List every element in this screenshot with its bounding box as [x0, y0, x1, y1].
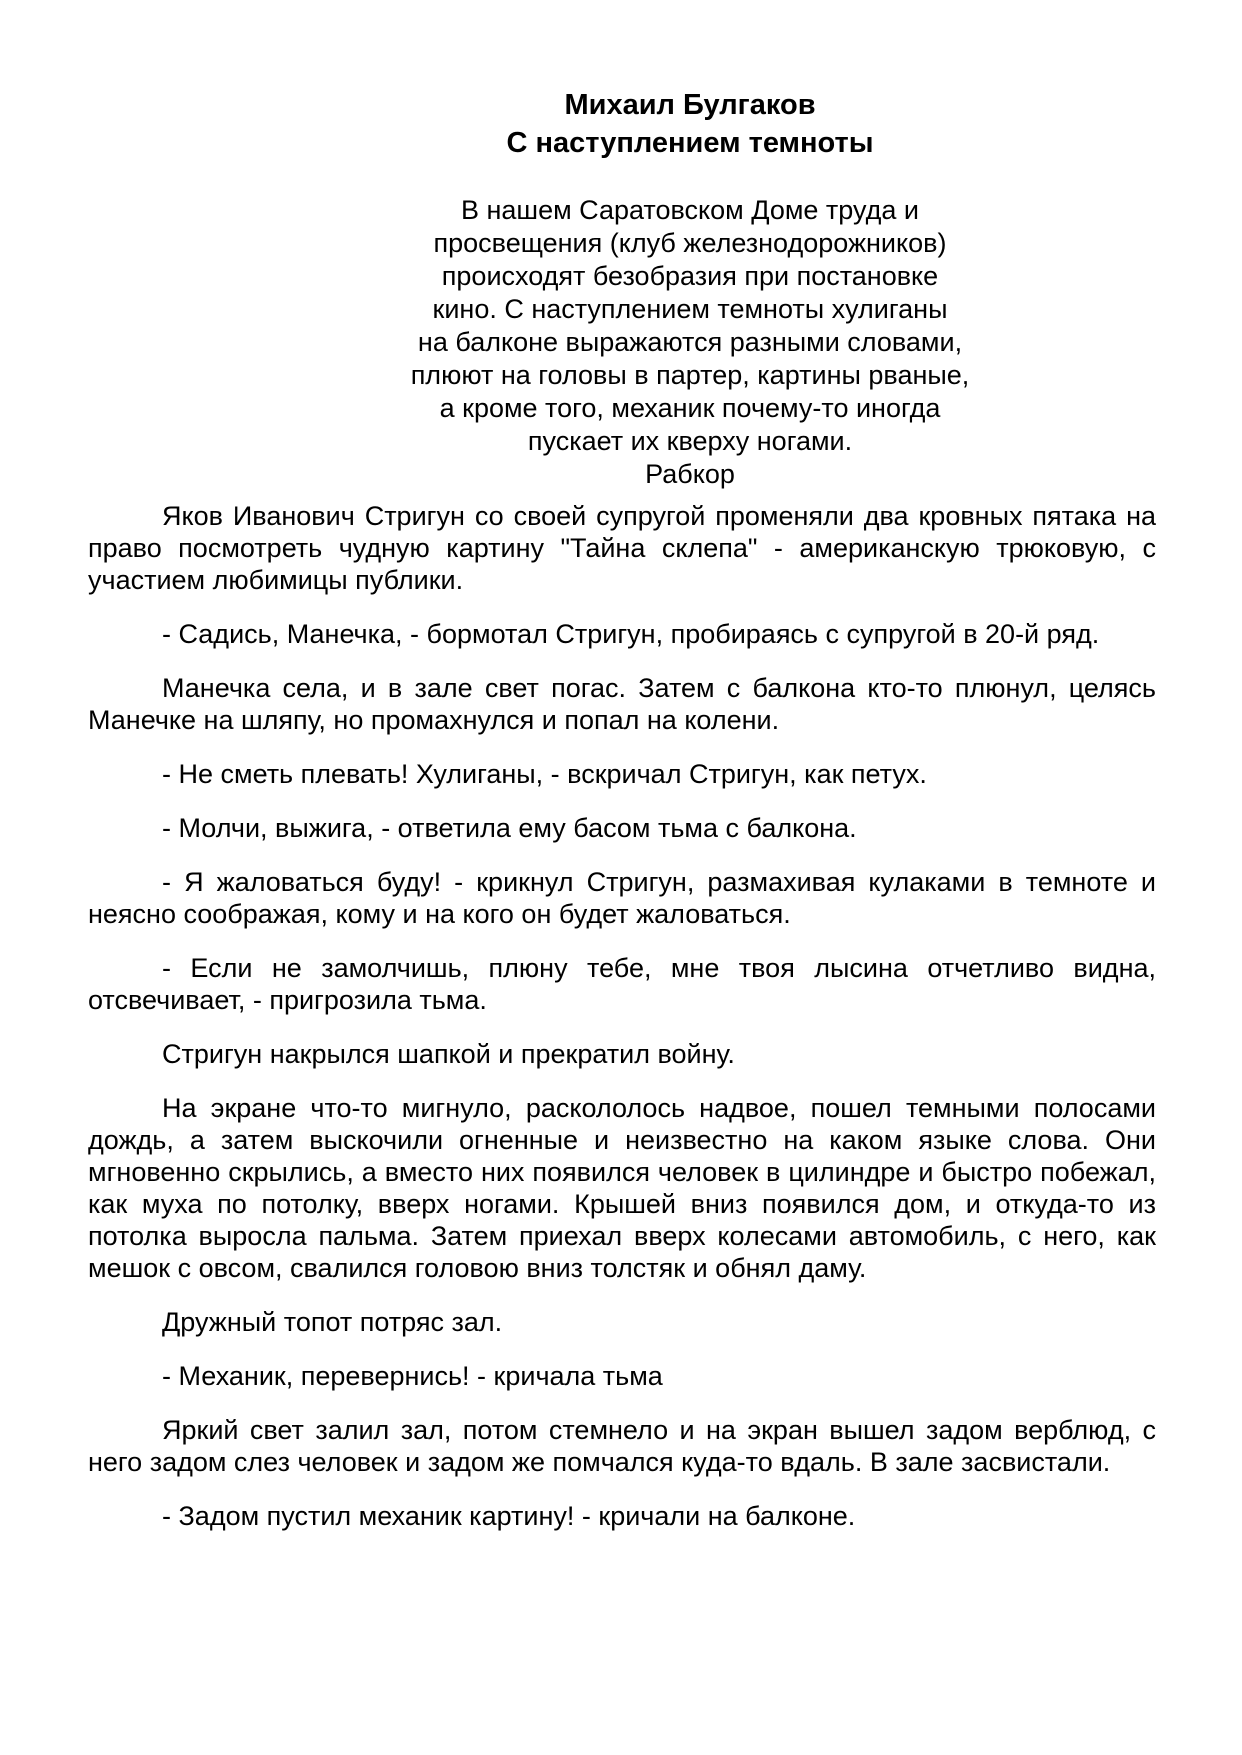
paragraph: Яков Иванович Стригун со своей супругой променяли два кровных пятака на право посмотреть чудную картину "Тайна склепа" - американскую трюковую, с участием любимицы публики.: [88, 501, 1156, 595]
epigraph-line: а кроме того, механик почему-то иногда: [439, 393, 941, 423]
paragraph: - Я жаловаться буду! - крикнул Стригун, размахивая кулаками в темноте и неясно соображая, кому и на кого он будет жаловаться.: [88, 867, 1156, 929]
paragraph: - Молчи, выжига, - ответила ему басом тьма с балкона.: [162, 813, 857, 843]
epigraph: [380, 194, 1000, 491]
paragraph: - Если не замолчишь, плюну тебе, мне твоя лысина отчетливо видна, отсвечивает, - пригрозила тьма.: [88, 953, 1156, 1015]
paragraph: Стригун накрылся шапкой и прекратил войну.: [162, 1039, 735, 1069]
epigraph-line: просвещения (клуб железнодорожников): [433, 228, 947, 258]
epigraph-line: В нашем Саратовском Доме труда и: [461, 195, 919, 225]
epigraph-line: кино. С наступлением темноты хулиганы: [432, 294, 948, 324]
story-title: С наступлением темноты: [506, 127, 874, 159]
paragraph: Дружный топот потряс зал.: [162, 1307, 503, 1337]
paragraph: Манечка села, и в зале свет погас. Затем с балкона кто-то плюнул, целясь Манечке на шляпу, но промахнулся и попал на колени.: [88, 673, 1156, 735]
document-header: [390, 86, 990, 162]
paragraph: - Задом пустил механик картину! - кричали на балконе.: [162, 1501, 856, 1531]
epigraph-line: плюют на головы в партер, картины рваные,: [410, 360, 970, 390]
story-body: [88, 500, 1156, 1554]
epigraph-signature: Рабкор: [645, 459, 735, 489]
epigraph-line: на балконе выражаются разными словами,: [417, 327, 963, 357]
epigraph-line: пускает их кверху ногами.: [527, 426, 853, 456]
paragraph: - Садись, Манечка, - бормотал Стригун, пробираясь с супругой в 20-й ряд.: [162, 619, 1100, 649]
paragraph: Яркий свет залил зал, потом стемнело и на экран вышел задом верблюд, с него задом слез человек и задом же помчался куда-то вдаль. В зале засвистали.: [88, 1415, 1156, 1477]
paragraph: - Не сметь плевать! Хулиганы, - вскричал Стригун, как петух.: [162, 759, 927, 789]
paragraph: - Механик, перевернись! - кричала тьма: [162, 1361, 663, 1391]
paragraph: На экране что-то мигнуло, раскололось надвое, пошел темными полосами дождь, а затем выскочили огненные и неизвестно на каком языке слова. Они мгновенно скрылись, а вместо них появился человек в цилиндре и быстро побежал, как муха по потолку, вверх ногами. Крышей вниз появился дом, и откуда-то из потолка выросла пальма. Затем приехал вверх колесами автомобиль, с него, как мешок с овсом, свалился головою вниз толстяк и обнял даму.: [88, 1093, 1156, 1283]
epigraph-line: происходят безобразия при постановке: [441, 261, 939, 291]
author-name: Михаил Булгаков: [564, 89, 816, 121]
